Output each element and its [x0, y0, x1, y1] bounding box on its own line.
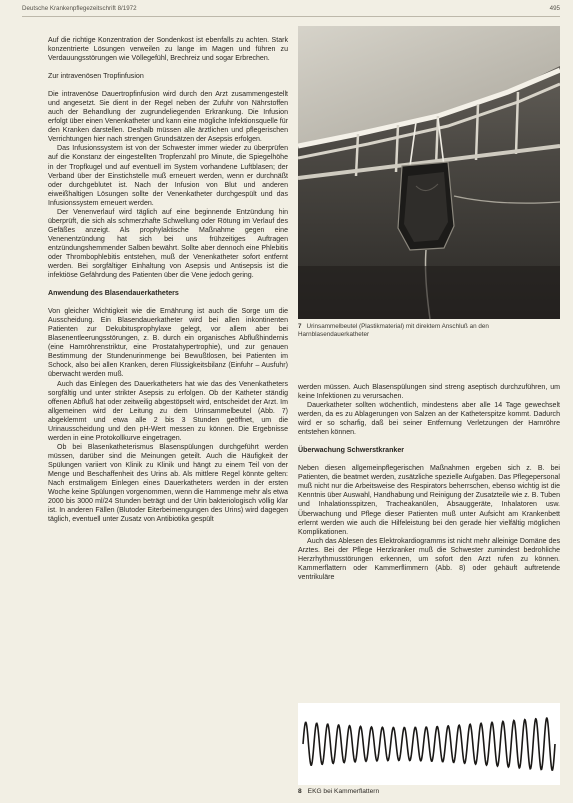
header-rule: [22, 16, 560, 17]
figure-8-caption: [298, 787, 560, 796]
figure-8-text: EKG bei Kammerflattern: [307, 788, 380, 795]
infusion-paragraph-2: Das Infusionssystem ist von der Schwester immer wieder zu überprüfen auf die Konstanz der eingestellten Tropfenzahl pro Minute, die Spiegelhöhe in der Tropfkugel und auf eventuell im System vorhandene Luftblasen; der Verband über der Einstichstelle muß erneuert werden, wenn er durchnäßt oder durchgeblutet ist. Nach der Infusion von Blut und anderen eiweißhaltigen Lösungen sollte der Venenkatheter durchgespült und das Infusionssystem erneuert werden.: [48, 145, 288, 207]
journal-title: Deutsche Krankenpflegezeitschrift 8/1972: [22, 5, 137, 12]
intro-paragraph: Auf die richtige Konzentration der Sondenkost ist ebenfalls zu achten. Stark konzentrierte Lösungen verweilen zu lange im Magen und führen zu Verdauungsstörungen wie Völlegefühl, Brechreiz und sogar Erbrechen.: [48, 37, 288, 63]
right-column: [298, 383, 560, 655]
figure-8-number: 8: [298, 788, 302, 795]
catheter-paragraph-2: Auch das Einlegen des Dauerkatheters hat wie das des Venenkatheters sorgfältig und unter strikter Asepsis zu erfolgen. Ob der Katheter ständig offenen Abfluß hat oder zeitweilig abgestöpselt wird, entscheidet der Arzt. Im allgemeinen wird der Leitung zu dem Urinsammelbeutel (Abb. 7) abgeklemmt und etwa alle 2 bis 3 Stunden geöffnet, um die Urinausscheidung und den pH-Wert messen zu können. Die Ergebnisse werden in eine Protokollkurve eingetragen.: [48, 380, 288, 442]
catheter-paragraph-3: Ob bei Blasenkatheterismus Blasenspülungen durchgeführt werden müssen, darüber sind die Meinungen geteilt. Auch die Häufigkeit der Spülungen variiert von Klinik zu Klinik und hängt zu einem Teil von der Menge und Beschaffenheit des Urins ab. Als mittlere Regel könnte gelten: Nach erstmaligem Einlegen eines Dauerkatheters werden in der ersten Woche keine Spülungen vorgenommen, wenn die Harnmenge mehr als etwa 2000 bis 3000 ml/24 Stunden beträgt und der Urin bakteriologisch völlig klar ist. In anderen Fällen (Blutoder Eiterbeimengungen des Urins) wird dagegen täglich, eventuell unter Zusatz von Antibiotika gespült: [48, 443, 288, 524]
ecg-waveform: [303, 718, 555, 770]
catheter-paragraph-1: Von gleicher Wichtigkeit wie die Ernährung ist auch die Sorge um die Ausscheidung. Ein Blasendauerkatheter wird bei allen inkontinenten Patienten zur Dekubitusprophylaxe gelegt, vor allem aber bei Blasenentleerungsstörungen, z. B. durch ein organisches Abflußhindernis (eine Harnröhrenstriktur, eine Prostatahypertrophie), und zur genauen Bestimmung der Stundenurinmenge bei Bewußtlosen, bei Patienten im Schock, also bei allen Kranken, deren Flüssigkeitsbilanz (Einfuhr – Ausfuhr) überwacht werden muß.: [48, 308, 288, 379]
left-column: [48, 36, 288, 798]
infusion-paragraph-3: Der Venenverlauf wird täglich auf eine beginnende Entzündung hin überprüft, die sich als schmerzhafte Schwellung oder Rötung im Verlauf des Gefäßes anzeigt. Als prophylaktische Maßnahme gegen eine Venenentzündung hat sich bei uns frühzeitiges Auftragen entzündungshemmender Salben bewährt. Sollte aber dennoch eine Phlebitis oder Thrombophlebitis entstehen, muß der Venenkatheter sofort entfernt werden. Bei sorgfältiger Einhaltung von Asepsis und Antisepsis ist die infektiöse Gefährdung des Patienten über die Vene jedoch gering.: [48, 208, 288, 280]
urine-bag-photo: [298, 26, 560, 319]
right-paragraph-1: werden müssen. Auch Blasenspülungen sind streng aseptisch durchzuführen, um keine Infektionen zu verursachen.: [298, 384, 560, 401]
section-heading-monitoring: Überwachung Schwerstkranker: [298, 446, 405, 455]
urine-bag-illustration: [298, 26, 560, 319]
section-heading-catheter: Anwendung des Blasendauerkatheters: [48, 289, 179, 298]
infusion-paragraph-1: Die intravenöse Dauertropfinfusion wird durch den Arzt zusammengestellt und angesetzt. Sie dient in der Regel neben der Zufuhr von Nährstoffen auch der Behandlung der zugrundeliegenden Erkrankung. Die Infusion erfolgt über einen Venenkatheter und kann eine mögliche Infektionsquelle für den Kranken darstellen. Deshalb müssen alle ärztlichen und pflegerischen Verrichtungen hier nach strengen Grundsätzen der Asepsis erfolgen.: [48, 91, 288, 144]
figure-7-number: 7: [298, 323, 302, 330]
ecg-strip: [298, 703, 560, 785]
monitoring-paragraph-2: Auch das Ablesen des Elektrokardiogramms ist nicht mehr alleinige Domäne des Arztes. Bei der Pflege Herzkranker muß die Schwester zumindest bedrohliche Herzrhythmusstörungen erkennen, um sofort den Arzt rufen zu können. Kammerflattern oder Kammerflimmern (Abb. 8) oder gehäuft auftretende ventrikuläre: [298, 537, 560, 581]
section-heading-infusion: Zur intravenösen Tropfinfusion: [48, 72, 144, 81]
right-paragraph-2: Dauerkatheter sollten wöchentlich, mindestens aber alle 14 Tage gewechselt werden, da es zu Ablagerungen von Salzen an der Katheterspitze kommt. Dadurch wird er so scharfig, daß bei seiner Entfernung Verletzungen der Harnröhre entstehen können.: [298, 402, 560, 437]
monitoring-paragraph-1: Neben diesen allgemeinpflegerischen Maßnahmen ergeben sich z. B. bei Patienten, die beatmet werden, zusätzliche spezielle Aufgaben. Das Pflegepersonal muß nicht nur die Arbeitsweise des Respirators beherrschen, ebenso wichtig ist die Kenntnis über Auswahl, Handhabung und Reinigung der Zusatzteile wie z. B. Tuben und Inhalationsspitzen, Tracheakanülen, Absauggeräte, Inhalatoren usw. Überwachung und Pflege dieser Patienten muß unter Aufsicht am Krankenbett erlernt werden wie auch die Hilfeleistung bei den gerade hier vielfältig möglichen Komplikationen.: [298, 465, 560, 536]
page-number: 495: [549, 5, 560, 12]
figure-7-caption: [298, 323, 560, 339]
ecg-trace: [298, 703, 560, 785]
figure-7-text: Urinsammelbeutel (Plastikmaterial) mit direktem Anschluß an den Harnblasendauerkatheter: [298, 323, 489, 339]
